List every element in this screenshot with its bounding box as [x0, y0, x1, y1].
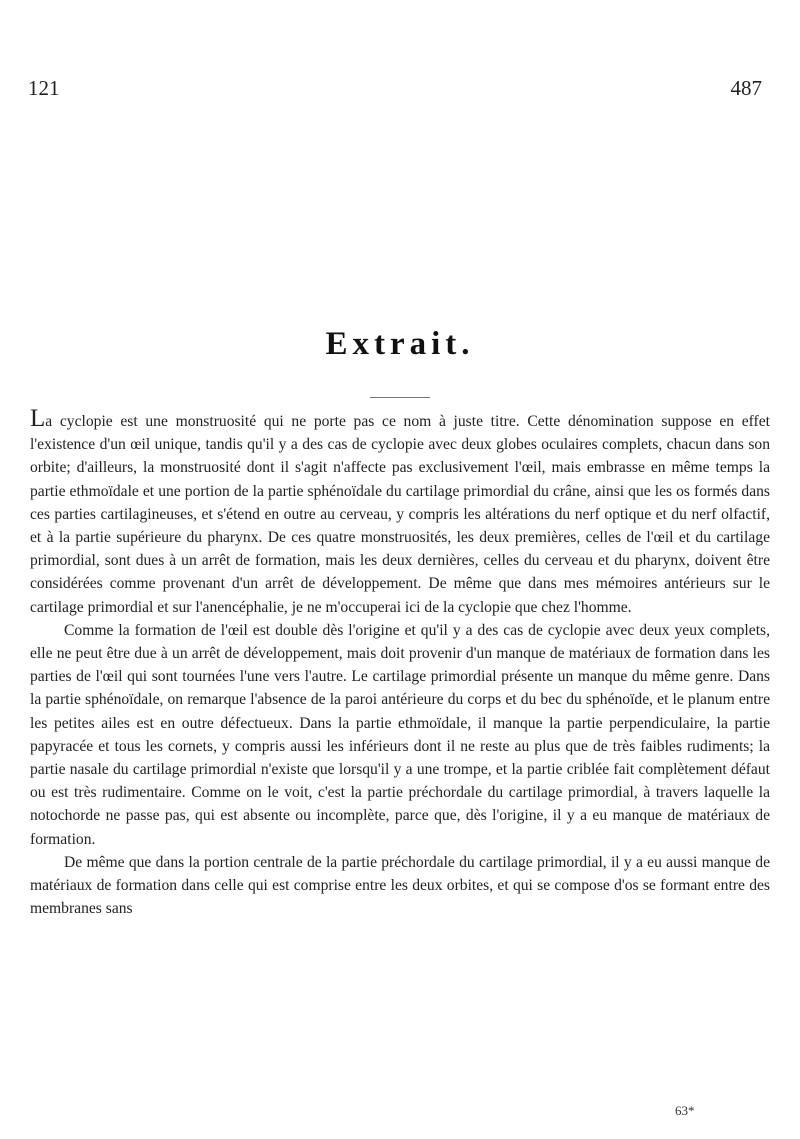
- paragraph-2: Comme la formation de l'œil est double dès l'origine et qu'il y a des cas de cyclopie avec deux yeux complets, elle ne peut être due à un arrêt de développement, mais doit provenir d'un manque de matériaux de formation dans les parties de l'œil qui sont tournées l'une vers l'autre. Le cartilage primordial présente un manque du même genre. Dans la partie sphénoïdale, on remarque l'absence de la paroi antérieure du corps et du bec du sphénoïde, et le planum entre les petites ailes est en outre défectueux. Dans la partie ethmoïdale, il manque la partie perpendiculaire, la partie papyracée et tous les cornets, y compris aussi les inférieurs dont il ne reste au plus que de très faibles rudiments; la partie nasale du cartilage primordial n'existe que lorsqu'il y a une trompe, et la partie criblée fait complètement défaut ou est très rudimentaire. Comme on le voit, c'est la partie préchordale du cartilage primordial, à travers laquelle la notochorde ne passe pas, qui est absente ou incomplète, parce que, dès l'origine, il y a eu manque de matériaux de formation.: [30, 621, 770, 848]
- title-divider: [370, 397, 430, 398]
- page-number-left: 121: [28, 76, 60, 100]
- paragraph-1: [30, 405, 770, 619]
- article-body: [30, 405, 770, 920]
- drop-cap: L: [30, 405, 46, 432]
- page-title: Extrait.: [325, 326, 475, 362]
- page-number-right: 487: [730, 76, 762, 100]
- signature-mark: 63*: [675, 1103, 695, 1118]
- paragraph-1-text: a cyclopie est une monstruosité qui ne porte pas ce nom à juste titre. Cette dénomination suppose en effet l'existence d'un œil unique, tandis qu'il y a des cas de cyclopie avec deux globes oculaires complets, chacun dans son orbite; d'ailleurs, la monstruosité dont il s'agit n'affecte pas exclusivement l'œil, mais embrasse en même temps la partie ethmoïdale et une portion de la partie sphénoïdale du cartilage primordial du crâne, ainsi que les os formés dans ces parties cartilagineuses, et s'étend en outre au cerveau, y compris les altérations du nerf optique et du nerf olfactif, et à la partie supérieure du pharynx. De ces quatre monstruosités, les deux premières, celles de l'œil et du cartilage primordial, sont dues à un arrêt de formation, mais les deux dernières, celles du cerveau et du pharynx, doivent être considérées comme provenant d'un arrêt de développement. De même que dans mes mémoires antérieurs sur le cartilage primordial et sur l'anencéphalie, je ne m'occuperai ici de la cyclopie que chez l'homme.: [30, 413, 770, 616]
- paragraph-3: De même que dans la portion centrale de la partie préchordale du cartilage primordial, il y a eu aussi manque de matériaux de formation dans celle qui est comprise entre les deux orbites, et qui se compose d'os se formant entre des membranes sans: [30, 853, 770, 918]
